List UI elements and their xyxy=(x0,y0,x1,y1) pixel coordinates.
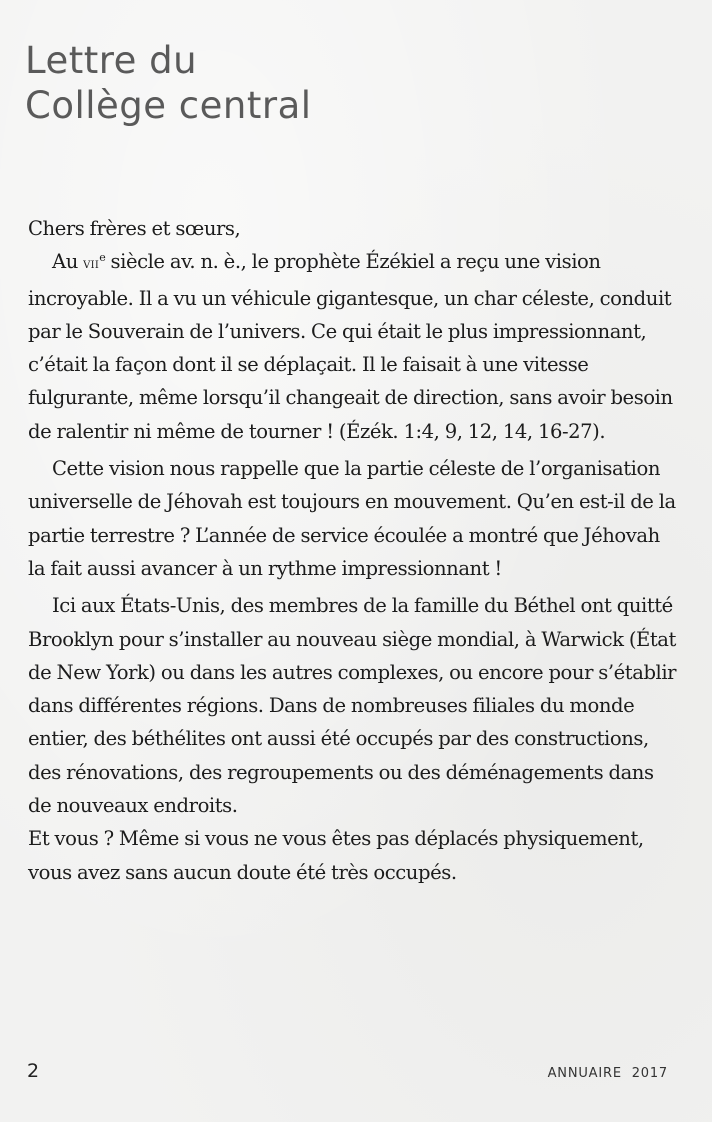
paragraph-4: Et vous ? Même si vous ne vous êtes pas déplacés physiquement, vous avez sans aucun doute été très occupés. xyxy=(28,827,644,884)
title-line-1: Lettre du xyxy=(25,39,198,82)
letter-body xyxy=(28,212,678,889)
title-line-2: Collège central xyxy=(25,84,312,127)
paragraph-1-start: Au xyxy=(52,250,84,274)
paragraph-2: Cette vision nous rappelle que la partie céleste de l’organisation universelle de Jéhovah est toujours en mouvement. Qu’en est-il de la partie terrestre ? L’année de service écoulée a montré que Jéhovah la fait aussi avancer à un rythme impressionnant ! xyxy=(28,457,676,580)
paragraph-1-text: siècle av. n. è., le prophète Ézékiel a reçu une vision incroyable. Il a vu un véhicule gigantesque, un char céleste, conduit par le Souverain de l’univers. Ce qui était le plus impressionnant, c’était la façon dont il se déplaçait. Il le faisait à une vitesse fulgurante, même lorsqu’il changeait de direction, sans avoir besoin de ralentir ni même de tourner ! (Ézék. 1:4, 9, 12, 14, 16-27). xyxy=(28,250,673,443)
running-footer: ANNUAIRE 2017 xyxy=(547,1066,668,1081)
page-title xyxy=(25,38,312,128)
paragraph-1 xyxy=(28,245,678,448)
century-numeral: vii xyxy=(83,256,100,273)
salutation: Chers frères et sœurs, xyxy=(28,217,241,240)
page-number: 2 xyxy=(27,1060,40,1082)
paragraph-3: Ici aux États-Unis, des membres de la famille du Béthel ont quitté Brooklyn pour s’installer au nouveau siège mondial, à Warwick (État de New York) ou dans les autres complexes, ou encore pour s’établir dans différentes régions. Dans de nombreuses filiales du monde entier, des béthélites ont aussi été occupés par des constructions, des rénovations, des regroupements ou des déménagements dans de nouveaux endroits. xyxy=(28,594,677,818)
century-superscript: e xyxy=(99,251,106,265)
